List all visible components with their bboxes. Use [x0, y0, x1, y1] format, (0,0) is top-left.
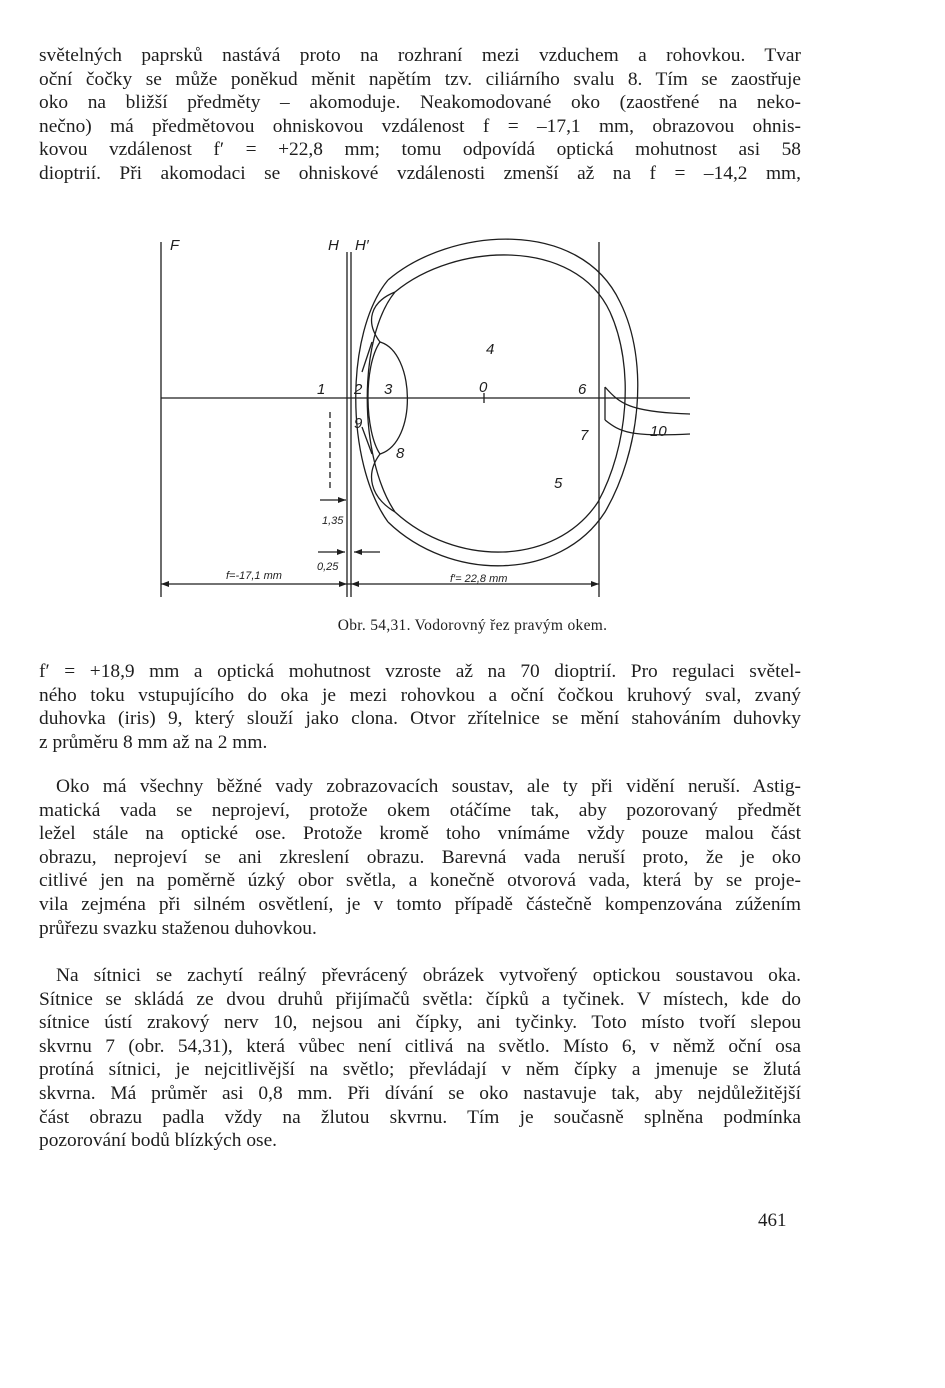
text-line: skvrnu 7 (obr. 54,31), která vůbec není citlivá na světlo. Místo 6, v němž oční osa [39, 1035, 801, 1057]
label-6: 6 [578, 381, 587, 398]
label-h: H [328, 237, 339, 254]
label-5: 5 [554, 475, 563, 492]
text-line: citlivé jen na poměrně úzký obor světla, a konečně otvorová vada, která by se proje- [39, 870, 801, 892]
label-2: 2 [354, 381, 363, 398]
paragraph-2 [39, 660, 801, 754]
text-line: kovou vzdálenost f′ = +22,8 mm; tomu odpovídá optická mohutnost asi 58 [39, 139, 801, 161]
text-line: ležel stále na optické ose. Protože kromě toho vnímáme vždy pouze malou část [39, 823, 801, 845]
text-line: ného toku vstupujícího do oka je mezi rohovkou a oční čočkou kruhový sval, zvaný [39, 684, 801, 706]
label-8: 8 [396, 445, 405, 462]
text-line: sítnice ústí zrakový nerv 10, nejsou ani čípky, ani tyčinky. Toto místo tvoří slepou [39, 1012, 801, 1034]
label-0: 0 [479, 379, 488, 396]
text-line: Oko má všechny běžné vady zobrazovacích soustav, ale ty při vidění neruší. Astig- [56, 776, 801, 797]
text-line: protíná sítnici, je nejcitlivější na světlo; převládají v něm čípky a jmenuje se žlutá [39, 1059, 801, 1081]
choroid-outline [395, 255, 625, 552]
text-line: pozorování bodů blízkých ose. [39, 1130, 278, 1152]
text-line: f′ = +18,9 mm a optická mohutnost vzroste až na 70 dioptrií. Pro regulaci světel- [39, 661, 801, 682]
text-line: dioptrií. Při akomodaci se ohniskové vzdálenosti zmenší až na f = –14,2 mm, [39, 162, 801, 184]
label-3: 3 [384, 381, 393, 398]
label-9: 9 [354, 415, 363, 432]
label-f-object: f=-17,1 mm [226, 570, 282, 582]
label-1-35: 1,35 [322, 515, 344, 527]
label-1: 1 [317, 381, 326, 398]
label-0-25: 0,25 [317, 561, 339, 573]
label-10: 10 [650, 423, 667, 440]
text-line: oko na bližší předměty – akomoduje. Neakomodované oko (zaostřené na neko- [39, 92, 801, 114]
text-line: duhovka (iris) 9, který slouží jako clona. Otvor zřítelnice se mění stahováním duhovky [39, 708, 801, 730]
paragraph-3 [39, 775, 801, 940]
text-line: skvrna. Má průměr asi 0,8 mm. Při dívání se oko nastavuje tak, aby nejdůležitější [39, 1082, 801, 1104]
text-line: obrazu, neprojeví se ani zkreslení obrazu. Barevná vada neruší proto, že je oko [39, 846, 801, 868]
text-line: vila zejména při silném osvětlení, je v tomto případě částečně kompenzována zúžením [39, 893, 801, 915]
ciliary-muscle [372, 292, 395, 512]
text-line: část obrazu padla vždy na žlutou skvrnu. Tím je současně splněna podmínka [39, 1106, 801, 1128]
label-7: 7 [580, 427, 589, 444]
optic-nerve [605, 387, 690, 435]
sclera-outline [388, 239, 638, 566]
label-h-prime: H′ [355, 237, 369, 254]
paragraph-4 [39, 964, 801, 1153]
text-line: světelných paprsků nastává proto na rozhraní mezi vzduchem a rohovkou. Tvar [39, 45, 801, 66]
eye-cross-section-figure [150, 222, 710, 607]
figure-caption: Obr. 54,31. Vodorovný řez pravým okem. [337, 617, 608, 634]
text-line: matická vada se neprojeví, protože okem otáčíme tak, aby pozorovaný předmět [39, 799, 801, 821]
page-number: 461 [758, 1210, 787, 1231]
label-f-image: f′= 22,8 mm [450, 573, 508, 585]
text-line: průřezu svazku staženou duhovkou. [39, 917, 317, 939]
text-line: Sítnice se skládá ze dvou druhů přijímačů světla: čípků a tyčinek. V místech, kde do [39, 988, 801, 1010]
label-f-plane: F [170, 237, 180, 254]
text-line: z průměru 8 mm až na 2 mm. [39, 731, 268, 753]
label-4: 4 [486, 341, 495, 358]
text-line: oční čočky se může poněkud měnit napětím tzv. ciliárního svalu 8. Tím se zaostřuje [39, 68, 801, 90]
text-line: nečno) má předmětovou ohniskovou vzdálenost f = –17,1 mm, obrazovou ohnis- [39, 115, 801, 137]
paragraph-1 [39, 44, 801, 186]
text-line: Na sítnici se zachytí reálný převrácený obrázek vytvořený optickou soustavou oka. [56, 965, 801, 986]
